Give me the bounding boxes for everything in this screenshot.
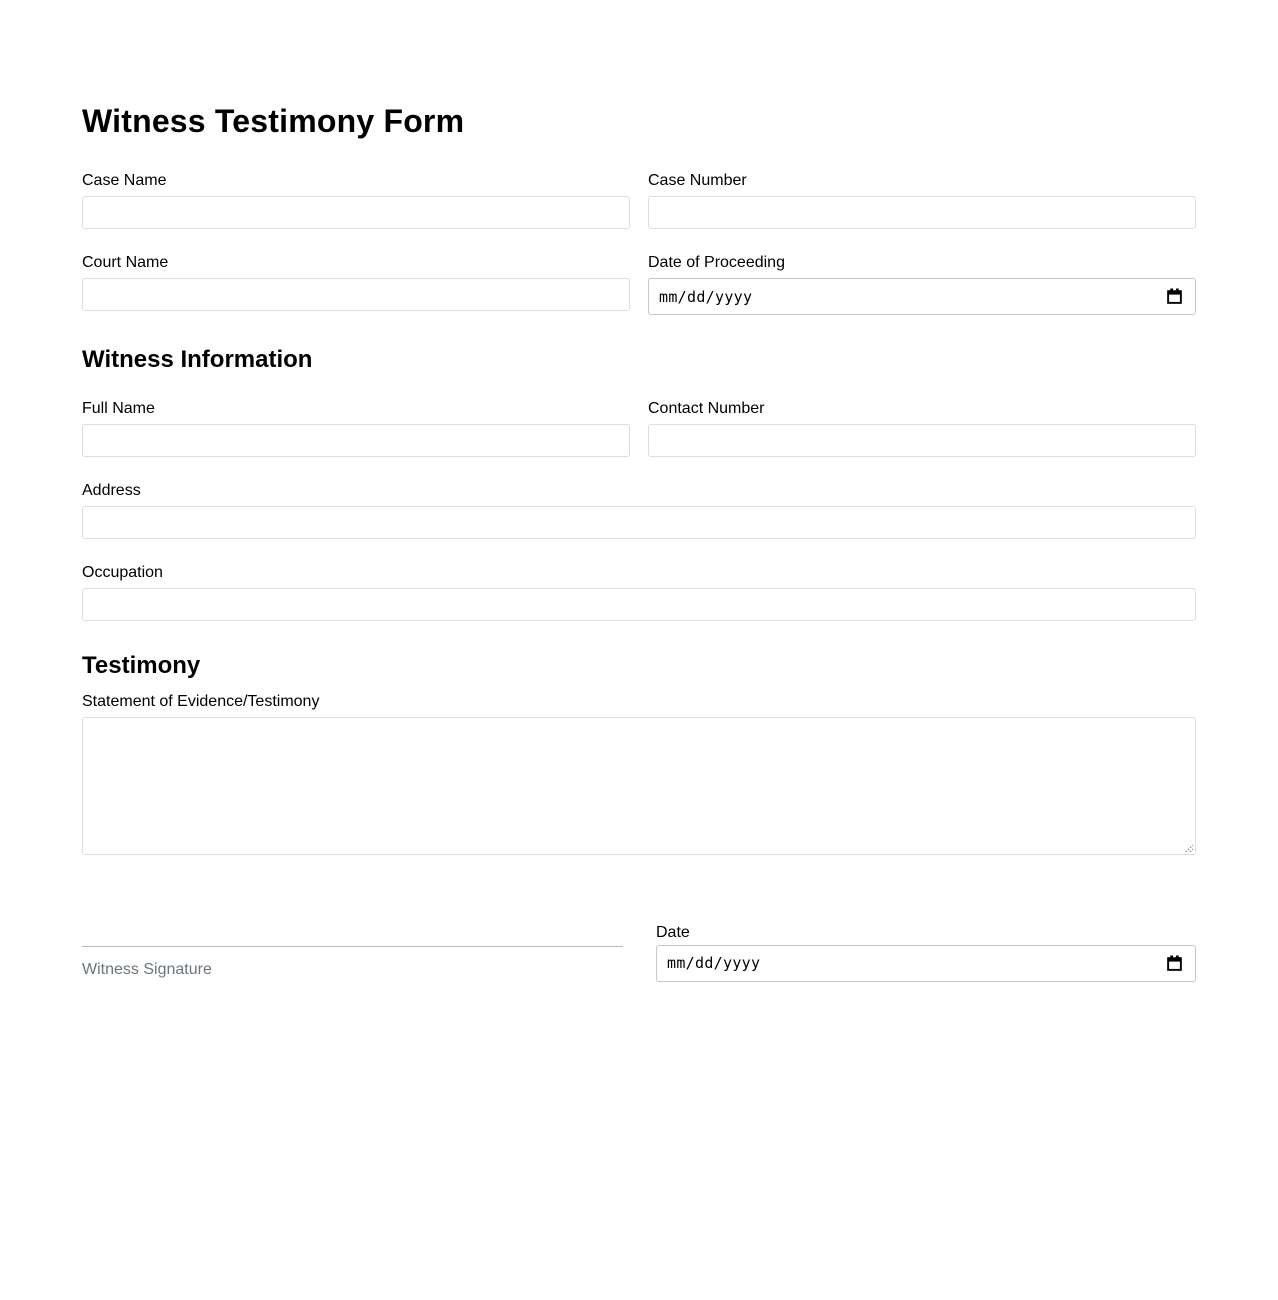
court-name-input[interactable] [82, 278, 630, 311]
occupation-field [82, 563, 1196, 621]
resize-handle-icon[interactable] [1183, 842, 1194, 853]
date-of-proceeding-label: Date of Proceeding [648, 254, 785, 272]
statement-textarea-wrap [82, 717, 1196, 855]
signature-date-label: Date [656, 923, 690, 941]
witness-testimony-form [82, 0, 1196, 982]
case-name-label: Case Name [82, 172, 167, 190]
date-placeholder: mm/dd/yyyy [659, 287, 753, 306]
signature-line [82, 946, 623, 947]
calendar-icon[interactable] [1166, 288, 1183, 305]
case-row-1 [82, 171, 1196, 229]
address-field [82, 481, 1196, 539]
page-title: Witness Testimony Form [82, 103, 465, 139]
case-row-2 [82, 253, 1196, 315]
occupation-input[interactable] [82, 588, 1196, 621]
signature-date-input[interactable] [656, 945, 1196, 982]
address-label: Address [82, 481, 141, 499]
court-name-field [82, 253, 630, 315]
case-number-field [648, 171, 1196, 229]
statement-field [82, 692, 1196, 855]
witness-row-1 [82, 399, 1196, 457]
contact-number-field [648, 399, 1196, 457]
full-name-input[interactable] [82, 424, 630, 457]
occupation-label: Occupation [82, 563, 163, 581]
testimony-heading: Testimony [82, 651, 201, 679]
full-name-field [82, 399, 630, 457]
case-number-label: Case Number [648, 172, 747, 190]
signature-row [82, 923, 1196, 982]
calendar-icon[interactable] [1166, 955, 1183, 972]
contact-number-label: Contact Number [648, 399, 765, 417]
witness-information-heading: Witness Information [82, 346, 313, 374]
full-name-label: Full Name [82, 399, 155, 417]
date-of-proceeding-field [648, 253, 1196, 315]
signature-date-field [656, 923, 1196, 982]
date-of-proceeding-input[interactable] [648, 278, 1196, 315]
case-number-input[interactable] [648, 196, 1196, 229]
case-name-input[interactable] [82, 196, 630, 229]
case-name-field [82, 171, 630, 229]
witness-signature-caption: Witness Signature [82, 960, 212, 978]
witness-signature-block [82, 923, 623, 982]
statement-label: Statement of Evidence/Testimony [82, 692, 320, 710]
statement-textarea[interactable] [82, 717, 1196, 855]
date-placeholder: mm/dd/yyyy [667, 954, 761, 973]
court-name-label: Court Name [82, 254, 169, 272]
contact-number-input[interactable] [648, 424, 1196, 457]
address-input[interactable] [82, 506, 1196, 539]
